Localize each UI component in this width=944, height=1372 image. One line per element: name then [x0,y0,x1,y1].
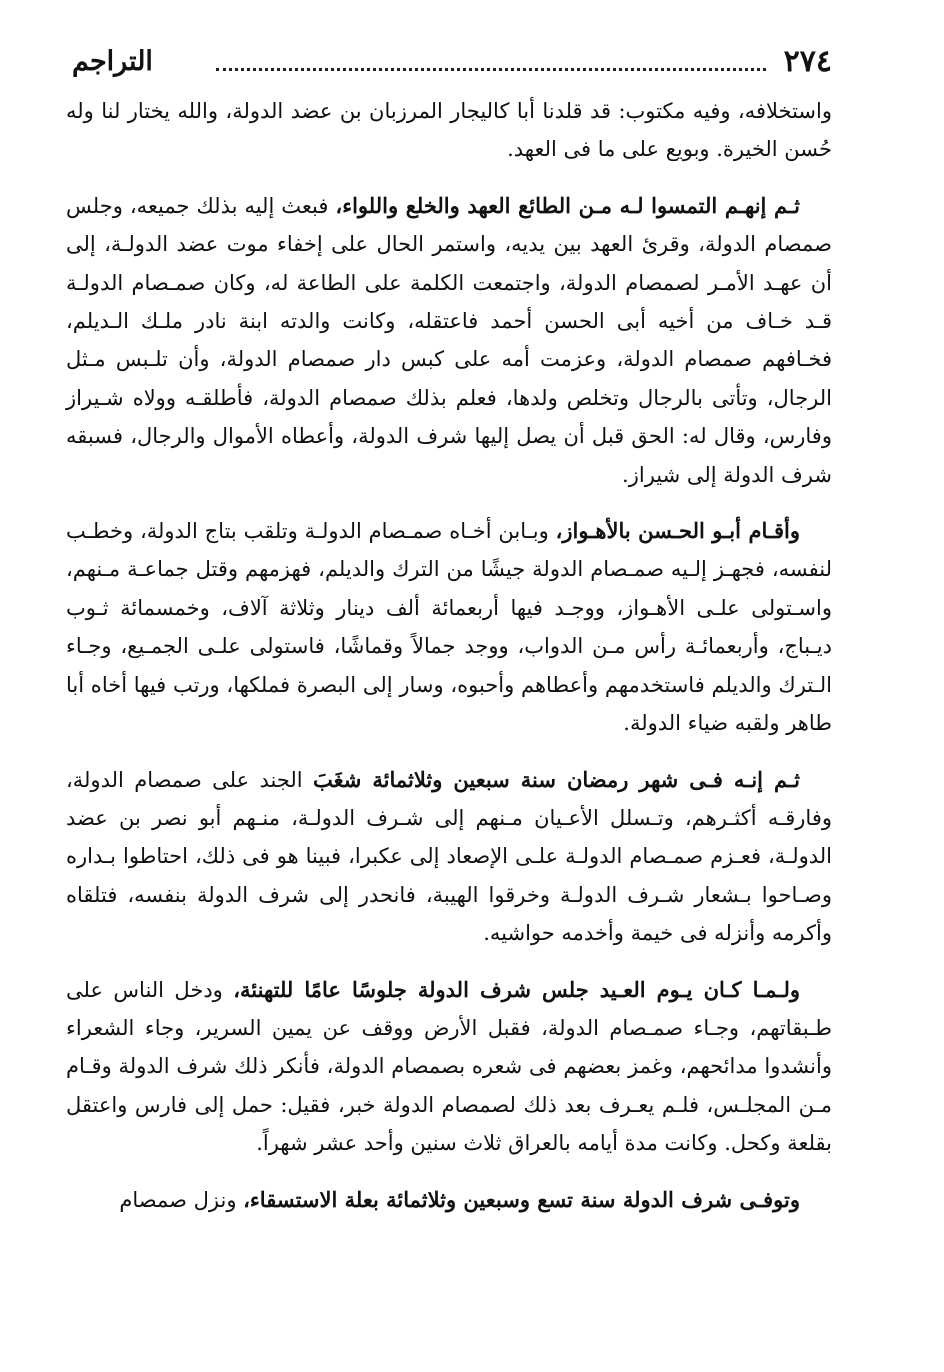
paragraph-1 [66,92,832,169]
paragraph-3-text: وبـابن أخـاه صمـصام الدولـة وتلقب بتاج الدولة، وخطـب لنفسه، فجهـز إلـيه صمـصام الدولة جيشًا من الترك والديلم، فهزمهم وقتل جماعـة مـنهم، واسـتولى علـى الأهـواز، ووجـد فيها أربعمائة ألف دينار وثلاثة آلاف، وخمسمائة ثـوب ديـباج، وأربعمائـة رأس مـن الدواب، ووجد جمالاً وقماشًا، فاستولى علـى الجمـيع، وجـاء الـترك والديلم فاستخدمهم وأعطاهم وأحبوه، وسار إلى البصرة فملكها، ورتب فيها أخاه أبا طاهر ولقبه ضياء الدولة. [66,519,832,736]
paragraph-6-text: ونزل صمصام [119,1187,244,1212]
paragraph-4 [66,761,832,953]
paragraph-3-lead: وأقـام أبـو الحـسن بالأهـواز، [555,518,801,544]
paragraph-5-text: ودخل الناس على طـبقاتهم، وجـاء صمـصام الدولة، فقبل الأرض ووقف عن يمين السرير، وجاء الشعراء وأنشدوا مدائحهم، وغمز بعضهم فى شعره بصمصام الدولة، فأنكر ذلك شرف الدولة وقـام مـن المجلـس، فلـم يعـرف بعد ذلك لصمصام الدولة خبر، فقيل: حمل إلى فارس واعتقل بقلعة وكحل. وكانت مدة أيامه بالعراق ثلاث سنين وأحد عشر شهراً. [66,977,832,1156]
running-header [66,40,832,86]
paragraph-4-lead: ثـم إنـه فـى شهر رمضان سنة سبعين وثلاثمائة شغَبَ [313,766,800,792]
page-number: ٢٧٤ [783,44,832,79]
paragraph-1-text: واستخلافه، وفيه مكتوب: قد قلدنا أبا كاليجار المرزبان بن عضد الدولة، والله يختار لنا وله حُسن الخيرة. وبويع على ما فى العهد. [66,99,832,162]
paragraph-5 [66,971,832,1163]
paragraph-3 [66,512,832,742]
paragraph-2 [66,187,832,494]
paragraph-2-lead: ثـم إنهـم التمسوا لـه مـن الطائع العهد والخلع واللواء، [335,192,800,218]
paragraph-6-lead: وتوفـى شرف الدولة سنة تسع وسبعين وثلاثمائة بعلة الاستسقاء، [243,1186,800,1212]
paragraph-2-text: فبعث إليه بذلك جميعه، وجلس صمصام الدولة، وقرئ العهد بين يديه، واستمر الحال على إخفاء موت عضد الدولـة، إلى أن عهـد الأمـر لصمصام الدولة، واجتمعت الكلمة على الطاعة له، وكان صمـصام الدولـة قـد خـاف من أخيه أبى الحسن أحمد فاعتقله، وكانت والدته ابنة نادر ملـك الـديلم، فخـافهم صمصام الدولة، وعزمت أمه على كبس دار صمصام الدولة، وأن تلـبس مـثل الرجال، وتأتى بالرجال وتخلص ولدها، فعلم بذلك صمصام الدولة، فأطلقـه وولاه شـيراز وفارس، وقال له: الحق قبل أن يصل إليها شرف الدولة، وأعطاه الأموال والرجال، فسبقه شرف الدولة إلى شيراز. [66,193,832,487]
paragraph-4-text: الجند على صمصام الدولة، وفارقـه أكثـرهم، وتـسلل الأعـيان مـنهم إلى شـرف الدولـة، منـهم أبو نصر بن عضد الدولـة، فعـزم صمـصام الدولـة علـى الإصعاد إلى عكبرا، فبينا هو فى ذلك، احتاطوا بـداره وصـاحوا بـشعار شـرف الدولـة وخرقوا الهيبة، فانحدر إلى شرف الدولة بنفسه، فتلقاه وأكرمه وأنزله فى خيمة وأخدمه حواشيه. [66,767,832,946]
paragraph-5-lead: ولـمـا كـان يـوم العـيد جلس شرف الدولة جلوسًا عامًا للتهنئة، [233,976,800,1002]
section-title: التراجم [72,46,153,77]
paragraph-6 [66,1181,832,1219]
dotted-leader [216,68,766,71]
